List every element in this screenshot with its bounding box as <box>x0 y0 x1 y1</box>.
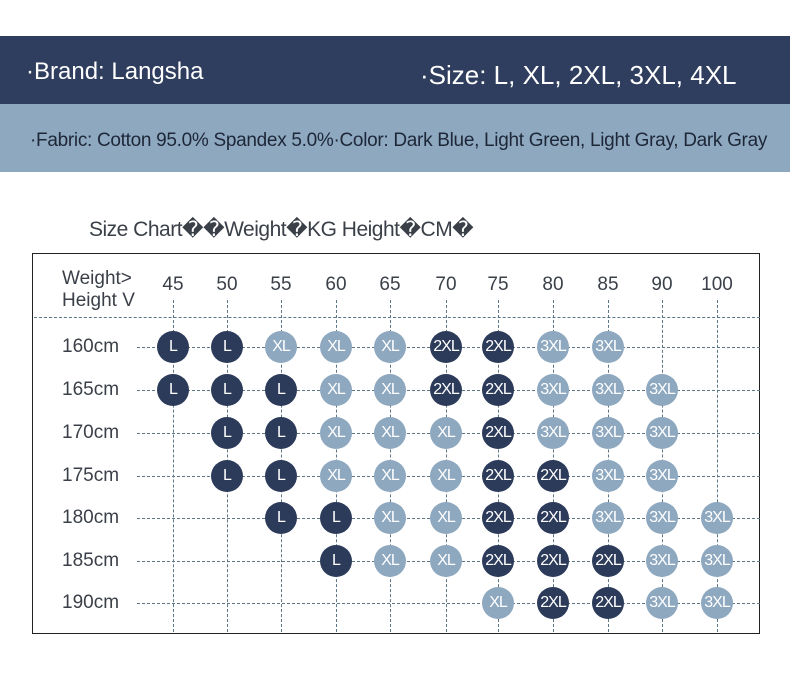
size-dot: L <box>157 374 189 406</box>
chart-title: Size Chart��Weight�KG Height�CM� <box>89 218 474 241</box>
size-dot: 3XL <box>537 331 569 363</box>
size-dot: L <box>320 545 352 577</box>
size-dot: 3XL <box>646 502 678 534</box>
size-dot: 2XL <box>430 374 462 406</box>
size-dot: L <box>157 331 189 363</box>
size-dot: XL <box>430 502 462 534</box>
weight-header: 80 <box>542 274 564 295</box>
size-dot: L <box>265 460 297 492</box>
size-dot: XL <box>374 331 406 363</box>
size-dot: L <box>211 331 243 363</box>
size-dot: XL <box>430 417 462 449</box>
size-dot: XL <box>320 417 352 449</box>
size-dot: 2XL <box>482 545 514 577</box>
size-dot: 3XL <box>701 502 733 534</box>
size-dot: XL <box>430 545 462 577</box>
height-label: 165cm <box>62 379 120 400</box>
size-dot: XL <box>320 374 352 406</box>
corner-label <box>62 268 135 312</box>
size-dot: 3XL <box>646 545 678 577</box>
size-text: ·Size: L, XL, 2XL, 3XL, 4XL <box>420 60 737 90</box>
size-dot: 3XL <box>646 374 678 406</box>
weight-header: 100 <box>701 274 733 295</box>
weight-header: 70 <box>435 274 457 295</box>
size-dot: L <box>265 417 297 449</box>
size-dot: 3XL <box>592 417 624 449</box>
brand-size-banner <box>0 36 790 104</box>
height-label: 180cm <box>62 507 120 528</box>
size-dot: 3XL <box>701 545 733 577</box>
weight-header: 55 <box>270 274 292 295</box>
size-dot: XL <box>374 502 406 534</box>
size-dot: XL <box>374 417 406 449</box>
size-dot: L <box>211 374 243 406</box>
corner-height: Height V <box>62 290 135 311</box>
size-dot: L <box>265 502 297 534</box>
height-label: 175cm <box>62 465 120 486</box>
weight-header: 85 <box>597 274 619 295</box>
size-dot: XL <box>374 460 406 492</box>
size-dot: 2XL <box>537 460 569 492</box>
size-dot: 3XL <box>592 374 624 406</box>
size-dot: 2XL <box>482 460 514 492</box>
size-dot: L <box>211 460 243 492</box>
weight-header: 60 <box>325 274 347 295</box>
size-dot: 3XL <box>537 374 569 406</box>
size-dot: 3XL <box>646 460 678 492</box>
size-dot: 3XL <box>592 460 624 492</box>
height-label: 160cm <box>62 336 120 357</box>
brand-text: ·Brand: Langsha <box>26 58 204 85</box>
size-dot: 2XL <box>482 374 514 406</box>
size-dot: 2XL <box>537 502 569 534</box>
height-label: 185cm <box>62 550 120 571</box>
header-divider <box>34 317 760 318</box>
size-dot: 2XL <box>537 587 569 619</box>
size-dot: L <box>211 417 243 449</box>
size-dot: 2XL <box>592 545 624 577</box>
height-label: 170cm <box>62 422 120 443</box>
size-dot: 2XL <box>482 502 514 534</box>
weight-header: 90 <box>651 274 673 295</box>
size-dot: 2XL <box>482 417 514 449</box>
weight-header: 65 <box>379 274 401 295</box>
weight-header: 50 <box>216 274 238 295</box>
size-dot: XL <box>374 545 406 577</box>
corner-weight: Weight> <box>62 268 132 289</box>
size-dot: L <box>265 374 297 406</box>
size-dot: L <box>320 502 352 534</box>
grid-vline <box>717 300 718 632</box>
size-dot: 2XL <box>592 587 624 619</box>
size-dot: 2XL <box>482 331 514 363</box>
size-dot: 2XL <box>537 545 569 577</box>
fabric-color-text: ·Fabric: Cotton 95.0% Spandex 5.0%·Color: Dark Blue, Light Green, Light Gray, Dark Gray <box>30 130 768 151</box>
size-dot: 3XL <box>592 502 624 534</box>
size-dot: 3XL <box>646 417 678 449</box>
size-dot: 3XL <box>537 417 569 449</box>
weight-header: 45 <box>162 274 184 295</box>
size-dot: 2XL <box>430 331 462 363</box>
height-label: 190cm <box>62 592 120 613</box>
size-dot: XL <box>265 331 297 363</box>
size-dot: XL <box>430 460 462 492</box>
fabric-color-banner <box>0 104 790 172</box>
size-dot: XL <box>320 460 352 492</box>
size-dot: 3XL <box>592 331 624 363</box>
size-dot: 3XL <box>701 587 733 619</box>
size-dot: XL <box>482 587 514 619</box>
size-dot: XL <box>374 374 406 406</box>
size-dot: XL <box>320 331 352 363</box>
size-dot: 3XL <box>646 587 678 619</box>
weight-header: 75 <box>487 274 509 295</box>
